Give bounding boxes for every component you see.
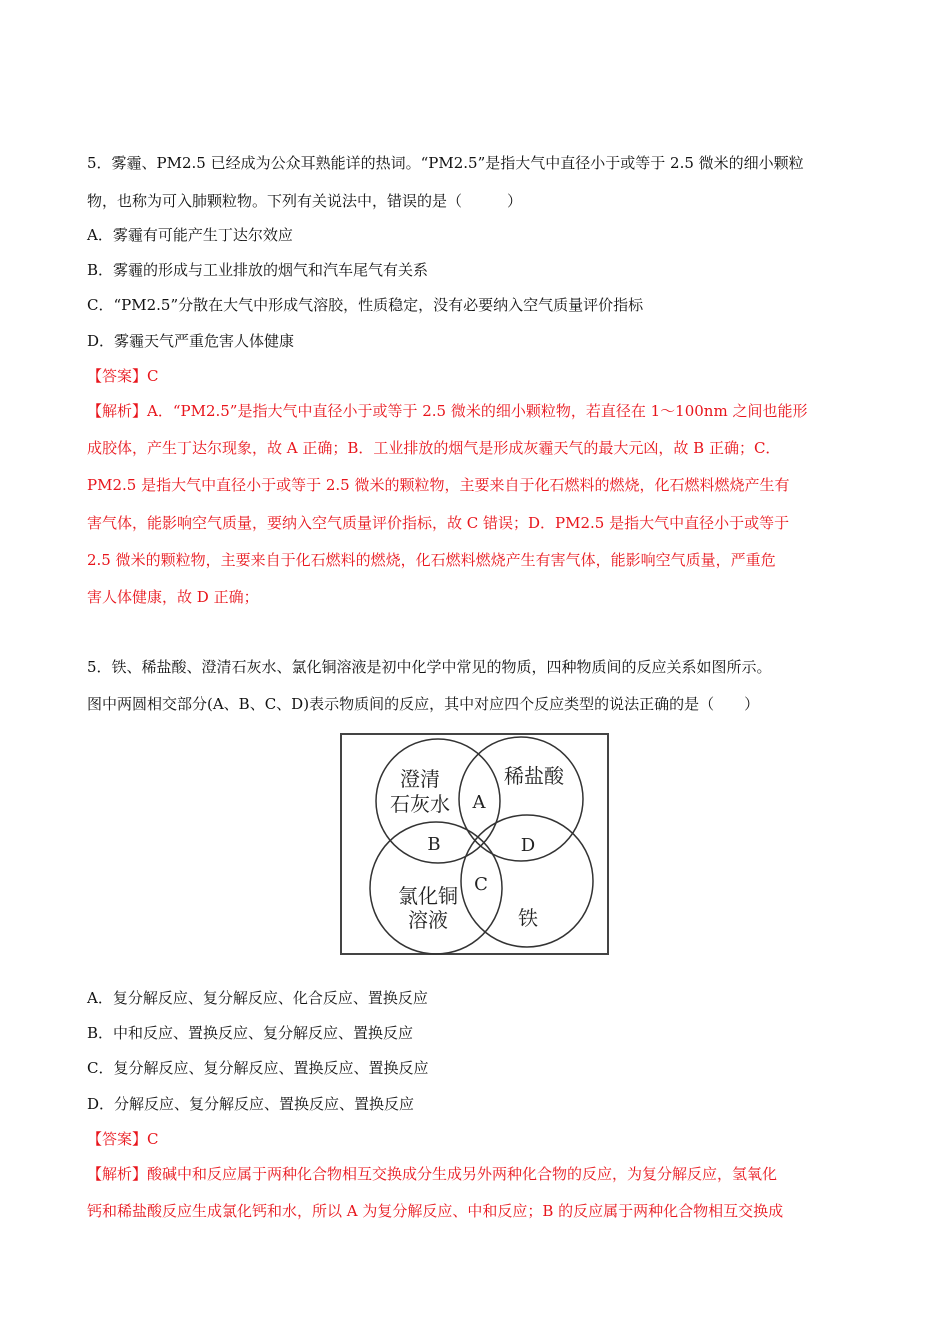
label-d: D xyxy=(520,835,536,856)
label-limewater-1: 澄清 xyxy=(400,767,440,791)
q2-stem-line: 图中两圆相交部分(A、B、C、D)表示物质间的反应，其中对应四个反应类型的说法正确的是（ ） xyxy=(87,695,760,713)
q2-analysis-line: 钙和稀盐酸反应生成氯化钙和水，所以 A 为复分解反应、中和反应；B 的反应属于两种化合物相互交换成 xyxy=(87,1202,784,1220)
q1-stem-line: 5．雾霾、PM2.5 已经成为公众耳熟能详的热词。“PM2.5”是指大气中直径小于或等于 2.5 微米的细小颗粒 xyxy=(87,154,804,172)
q2-answer: 【答案】C xyxy=(87,1130,159,1148)
label-limewater-2: 石灰水 xyxy=(390,792,450,816)
label-iron: 铁 xyxy=(518,906,538,930)
q2-option-c: C．复分解反应、复分解反应、置换反应、置换反应 xyxy=(87,1059,429,1077)
q1-analysis-line: 【解析】A．“PM2.5”是指大气中直径小于或等于 2.5 微米的细小颗粒物，若直径在 1～100nm 之间也能形 xyxy=(87,402,808,420)
label-cucl2-1: 氯化铜 xyxy=(398,884,458,908)
label-b: B xyxy=(427,834,441,855)
circle-limewater xyxy=(376,739,500,863)
label-cucl2-2: 溶液 xyxy=(408,908,448,932)
label-a: A xyxy=(472,792,486,813)
label-c: C xyxy=(474,874,488,895)
q1-analysis-line: 害人体健康，故 D 正确； xyxy=(87,588,259,606)
circle-iron xyxy=(461,815,593,947)
q1-option-c: C．“PM2.5”分散在大气中形成气溶胶，性质稳定，没有必要纳入空气质量评价指标 xyxy=(87,296,644,314)
q1-analysis-line: 害气体，能影响空气质量，要纳入空气质量评价指标，故 C 错误；D．PM2.5 是指大气中直径小于或等于 xyxy=(87,514,790,532)
q1-option-a: A．雾霾有可能产生丁达尔效应 xyxy=(87,226,293,244)
q1-stem-line: 物，也称为可入肺颗粒物。下列有关说法中，错误的是（ ） xyxy=(87,192,523,210)
diagram-frame xyxy=(341,734,608,954)
q1-analysis-line: 成胶体，产生丁达尔现象，故 A 正确；B．工业排放的烟气是形成灰霾天气的最大元凶，故 B 正确；C． xyxy=(87,439,781,457)
q1-option-d: D．雾霾天气严重危害人体健康 xyxy=(87,332,295,350)
q2-option-a: A．复分解反应、复分解反应、化合反应、置换反应 xyxy=(87,989,428,1007)
q1-analysis-line: 2.5 微米的颗粒物，主要来自于化石燃料的燃烧，化石燃料燃烧产生有害气体，能影响空气质量，严重危 xyxy=(87,551,776,569)
q2-option-b: B．中和反应、置换反应、复分解反应、置换反应 xyxy=(87,1024,414,1042)
q2-stem-line: 5．铁、稀盐酸、澄清石灰水、氯化铜溶液是初中化学中常见的物质，四种物质间的反应关系如图所示。 xyxy=(87,658,772,676)
circle-copper-chloride xyxy=(370,822,502,954)
label-hcl: 稀盐酸 xyxy=(504,764,564,788)
q2-option-d: D．分解反应、复分解反应、置换反应、置换反应 xyxy=(87,1095,415,1113)
circle-hydrochloric-acid xyxy=(459,737,583,861)
q1-answer: 【答案】C xyxy=(87,367,159,385)
q2-analysis-line: 【解析】酸碱中和反应属于两种化合物相互交换成分生成另外两种化合物的反应，为复分解反应，氢氧化 xyxy=(87,1165,778,1183)
q1-analysis-line: PM2.5 是指大气中直径小于或等于 2.5 微米的颗粒物，主要来自于化石燃料的燃烧，化石燃料燃烧产生有 xyxy=(87,476,790,494)
q1-option-b: B．雾霾的形成与工业排放的烟气和汽车尾气有关系 xyxy=(87,261,429,279)
